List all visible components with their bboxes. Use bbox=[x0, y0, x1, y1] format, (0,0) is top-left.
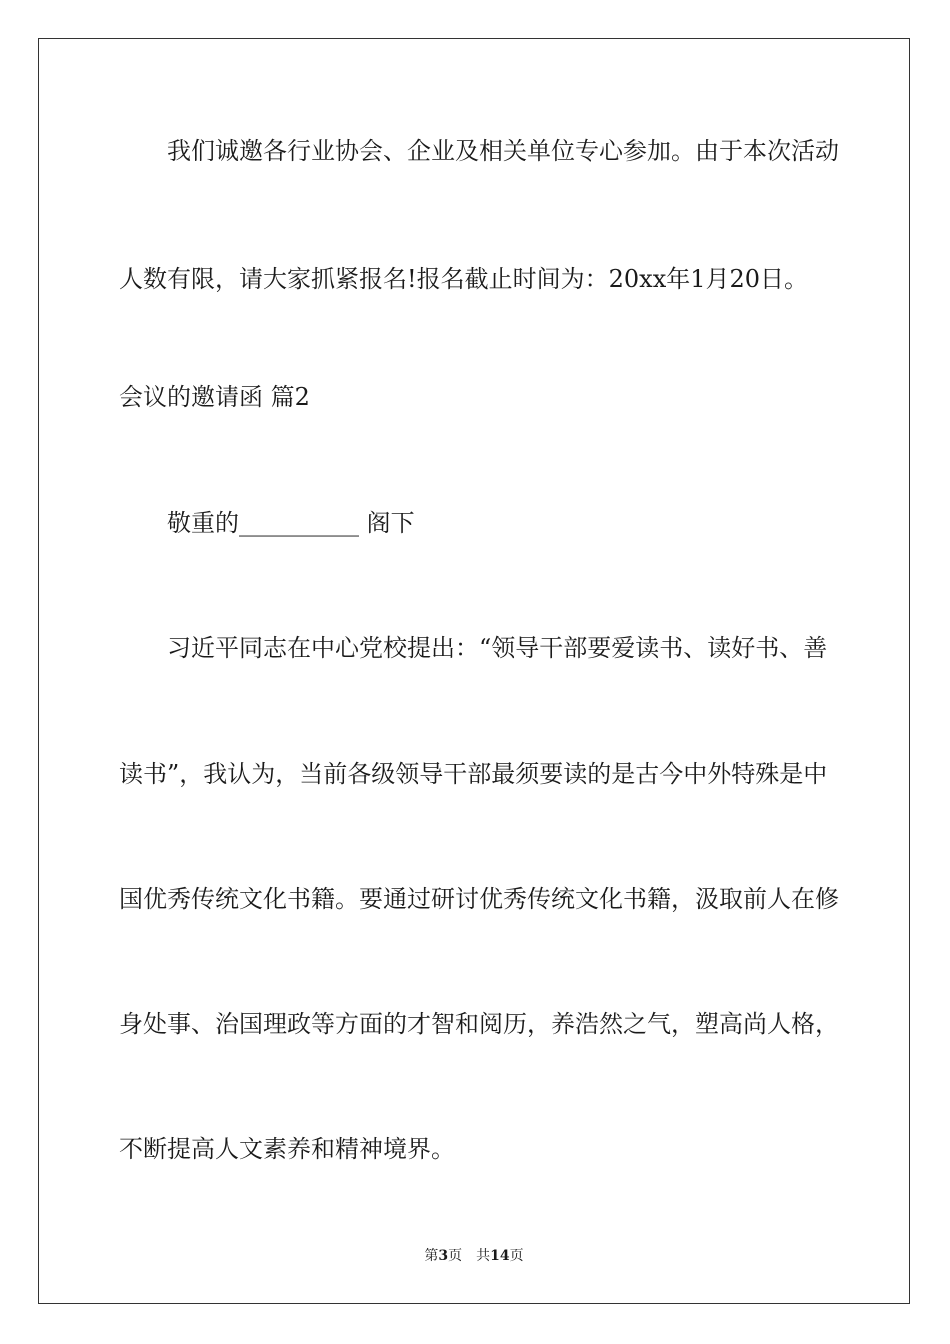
page-number: 3 bbox=[438, 1248, 449, 1264]
total-suffix: 页 bbox=[509, 1248, 524, 1264]
paragraph-line-7: 国优秀传统文化书籍。要通过研讨优秀传统文化书籍，汲取前人在修 bbox=[119, 885, 839, 913]
page-footer bbox=[39, 1247, 909, 1265]
total-pages: 14 bbox=[490, 1248, 510, 1264]
paragraph-line-6: 读书”，我认为，当前各级领导干部最须要读的是古今中外特殊是中 bbox=[119, 760, 828, 788]
paragraph-line-8: 身处事、治国理政等方面的才智和阅历，养浩然之气，塑高尚人格， bbox=[119, 1010, 839, 1038]
paragraph-line-5: 习近平同志在中心党校提出：“领导干部要爱读书、读好书、善 bbox=[167, 634, 828, 662]
total-prefix: 共 bbox=[476, 1248, 491, 1264]
section-heading: 会议的邀请函 篇2 bbox=[119, 383, 310, 411]
page-suffix: 页 bbox=[448, 1248, 463, 1264]
paragraph-line-9: 不断提高人文素养和精神境界。 bbox=[119, 1135, 455, 1163]
paragraph-line-2: 人数有限，请大家抓紧报名!报名截止时间为：20xx年1月20日。 bbox=[119, 265, 809, 293]
page-prefix: 第 bbox=[424, 1248, 439, 1264]
salutation-line: 敬重的__________ 阁下 bbox=[167, 509, 415, 537]
paragraph-line-1: 我们诚邀各行业协会、企业及相关单位专心参加。由于本次活动 bbox=[167, 137, 839, 165]
document-page bbox=[38, 38, 910, 1304]
